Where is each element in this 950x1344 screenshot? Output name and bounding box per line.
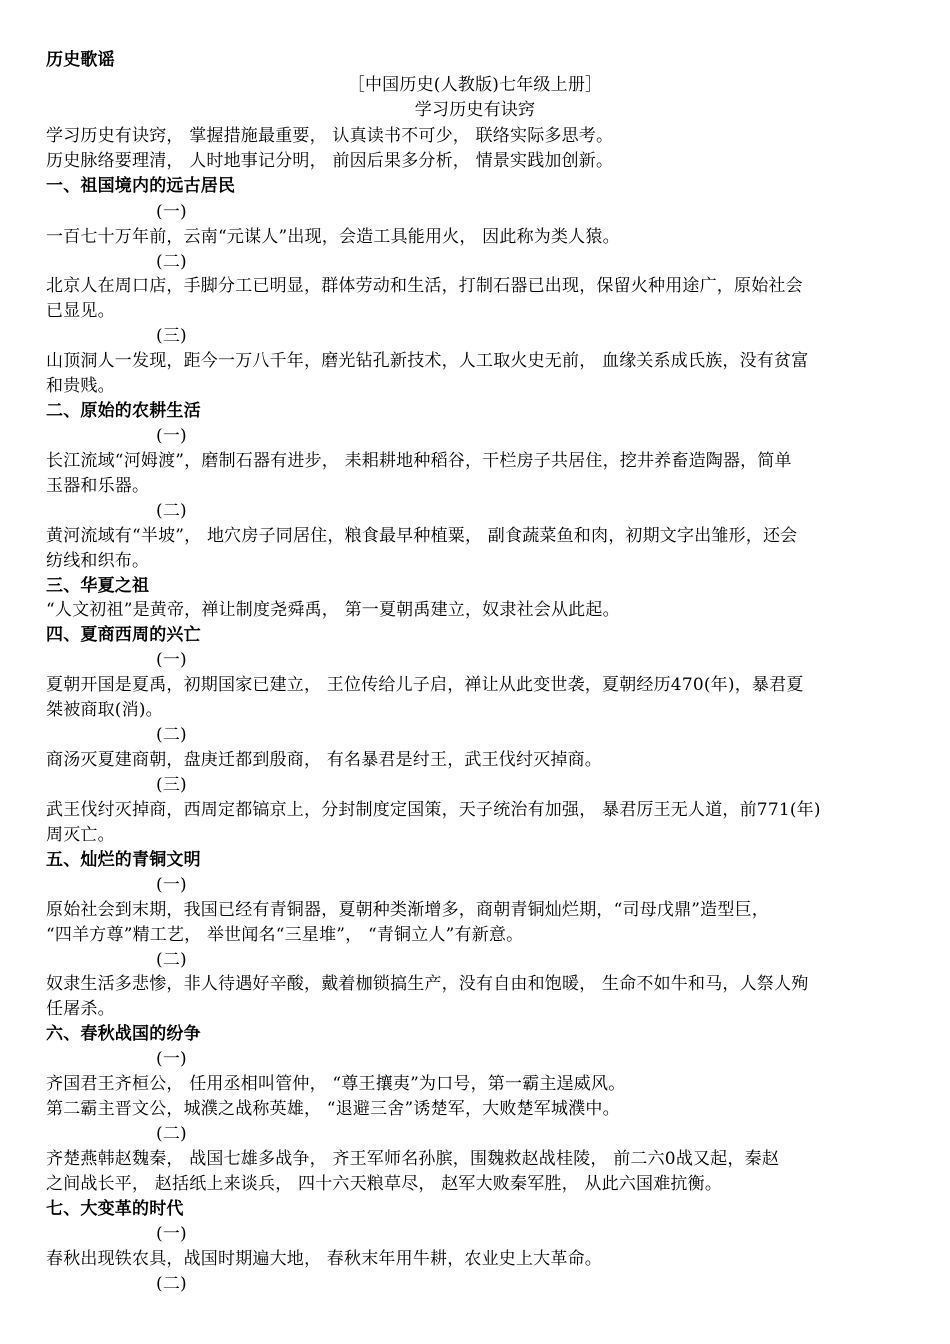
- doc-title: 历史歌谣: [46, 50, 115, 70]
- text-line: 齐国君王齐桓公， 任用丞相叫管仲， “尊王攘夷”为口号，第一霸主逞威风。: [46, 1074, 626, 1094]
- sub-heading: (二): [156, 725, 187, 745]
- text-line: 黄河流域有“半坡”， 地穴房子同居住，粮食最早种植粟， 副食蔬菜鱼和肉，初期文字出雏形，还会: [46, 526, 798, 546]
- text-line: 齐楚燕韩赵魏秦， 战国七雄多战争， 齐王军师名孙膑，围魏救赵战桂陵， 前二六0战又起，秦赵: [46, 1149, 780, 1169]
- sub-heading: (二): [156, 1274, 187, 1294]
- text-line: 第二霸主晋文公，城濮之战称英雄， “退避三舍”诱楚军，大败楚军城濮中。: [46, 1099, 620, 1119]
- text-line: “人文初祖”是黄帝，禅让制度尧舜禹， 第一夏朝禹建立，奴隶社会从此起。: [46, 600, 620, 620]
- text-line: 山顶洞人一发现，距今一万八千年，磨光钻孔新技术，人工取火史无前， 血缘关系成氏族，没有贫富: [46, 351, 809, 371]
- text-line: 任屠杀。: [46, 999, 115, 1019]
- text-line: 纺线和织布。: [46, 551, 150, 571]
- section-heading: 二、原始的农耕生活: [46, 401, 201, 421]
- sub-heading: (一): [156, 1224, 187, 1244]
- section-heading: 四、夏商西周的兴亡: [46, 625, 201, 645]
- text-line: 武王伐纣灭掉商，西周定都镐京上，分封制度定国策，天子统治有加强， 暴君厉王无人道，前771(年): [46, 800, 821, 820]
- text-line: “四羊方尊”精工艺， 举世闻名“三星堆”， “青铜立人”有新意。: [46, 925, 524, 945]
- sub-heading: (一): [156, 426, 187, 446]
- text-line: 玉器和乐器。: [46, 476, 150, 496]
- sub-heading: (二): [156, 1124, 187, 1144]
- text-line: 一百七十万年前，云南“元谋人”出现，会造工具能用火， 因此称为类人猿。: [46, 227, 620, 247]
- text-line: 之间战长平， 赵括纸上来谈兵， 四十六天粮草尽， 赵军大败秦军胜， 从此六国难抗衡。: [46, 1174, 723, 1194]
- book-title: ［中国历史(人教版)七年级上册］: [347, 75, 603, 95]
- sub-heading: (三): [156, 775, 187, 795]
- text-line: 商汤灭夏建商朝，盘庚迁都到殷商， 有名暴君是纣王，武王伐纣灭掉商。: [46, 750, 603, 770]
- section-heading: 一、祖国境内的远古居民: [46, 176, 236, 196]
- section-heading: 七、大变革的时代: [46, 1199, 184, 1219]
- sub-heading: (一): [156, 202, 187, 222]
- sub-heading: (二): [156, 252, 187, 272]
- sub-heading: (二): [156, 950, 187, 970]
- section-heading: 五、灿烂的青铜文明: [46, 850, 201, 870]
- sub-heading: (一): [156, 1049, 187, 1069]
- text-line: 和贵贱。: [46, 376, 115, 396]
- sub-heading: (二): [156, 501, 187, 521]
- text-line: 春秋出现铁农具，战国时期遍大地， 春秋末年用牛耕，农业史上大革命。: [46, 1249, 603, 1269]
- sub-heading: (一): [156, 875, 187, 895]
- text-line: 奴隶生活多悲惨，非人待遇好辛酸，戴着枷锁搞生产，没有自由和饱暖， 生命不如牛和马，人祭人殉: [46, 974, 809, 994]
- text-line: 夏朝开国是夏禹，初期国家已建立， 王位传给儿子启，禅让从此变世袭，夏朝经历470(年)，暴君夏: [46, 675, 804, 695]
- section-subtitle: 学习历史有诀窍: [414, 100, 536, 120]
- sub-heading: (三): [156, 326, 187, 346]
- sub-heading: (一): [156, 650, 187, 670]
- text-line: 已显见。: [46, 301, 115, 321]
- section-heading: 三、华夏之祖: [46, 576, 150, 596]
- text-line: 周灭亡。: [46, 825, 115, 845]
- text-line: 原始社会到末期，我国已经有青铜器，夏朝种类渐增多，商朝青铜灿烂期，“司母戊鼎”造型巨，: [46, 900, 769, 920]
- text-line: 学习历史有诀窍， 掌握措施最重要， 认真读书不可少， 联络实际多思考。: [46, 126, 614, 146]
- text-line: 历史脉络要理清， 人时地事记分明， 前因后果多分析， 情景实践加创新。: [46, 151, 614, 171]
- text-line: 北京人在周口店，手脚分工已明显，群体劳动和生活，打制石器已出现，保留火种用途广，原始社会: [46, 276, 803, 296]
- text-line: 长江流域“河姆渡”，磨制石器有进步， 耒耜耕地种稻谷，干栏房子共居住，挖井养畜造陶器，简单: [46, 451, 792, 471]
- text-line: 桀被商取(消)。: [46, 700, 163, 720]
- section-heading: 六、春秋战国的纷争: [46, 1024, 201, 1044]
